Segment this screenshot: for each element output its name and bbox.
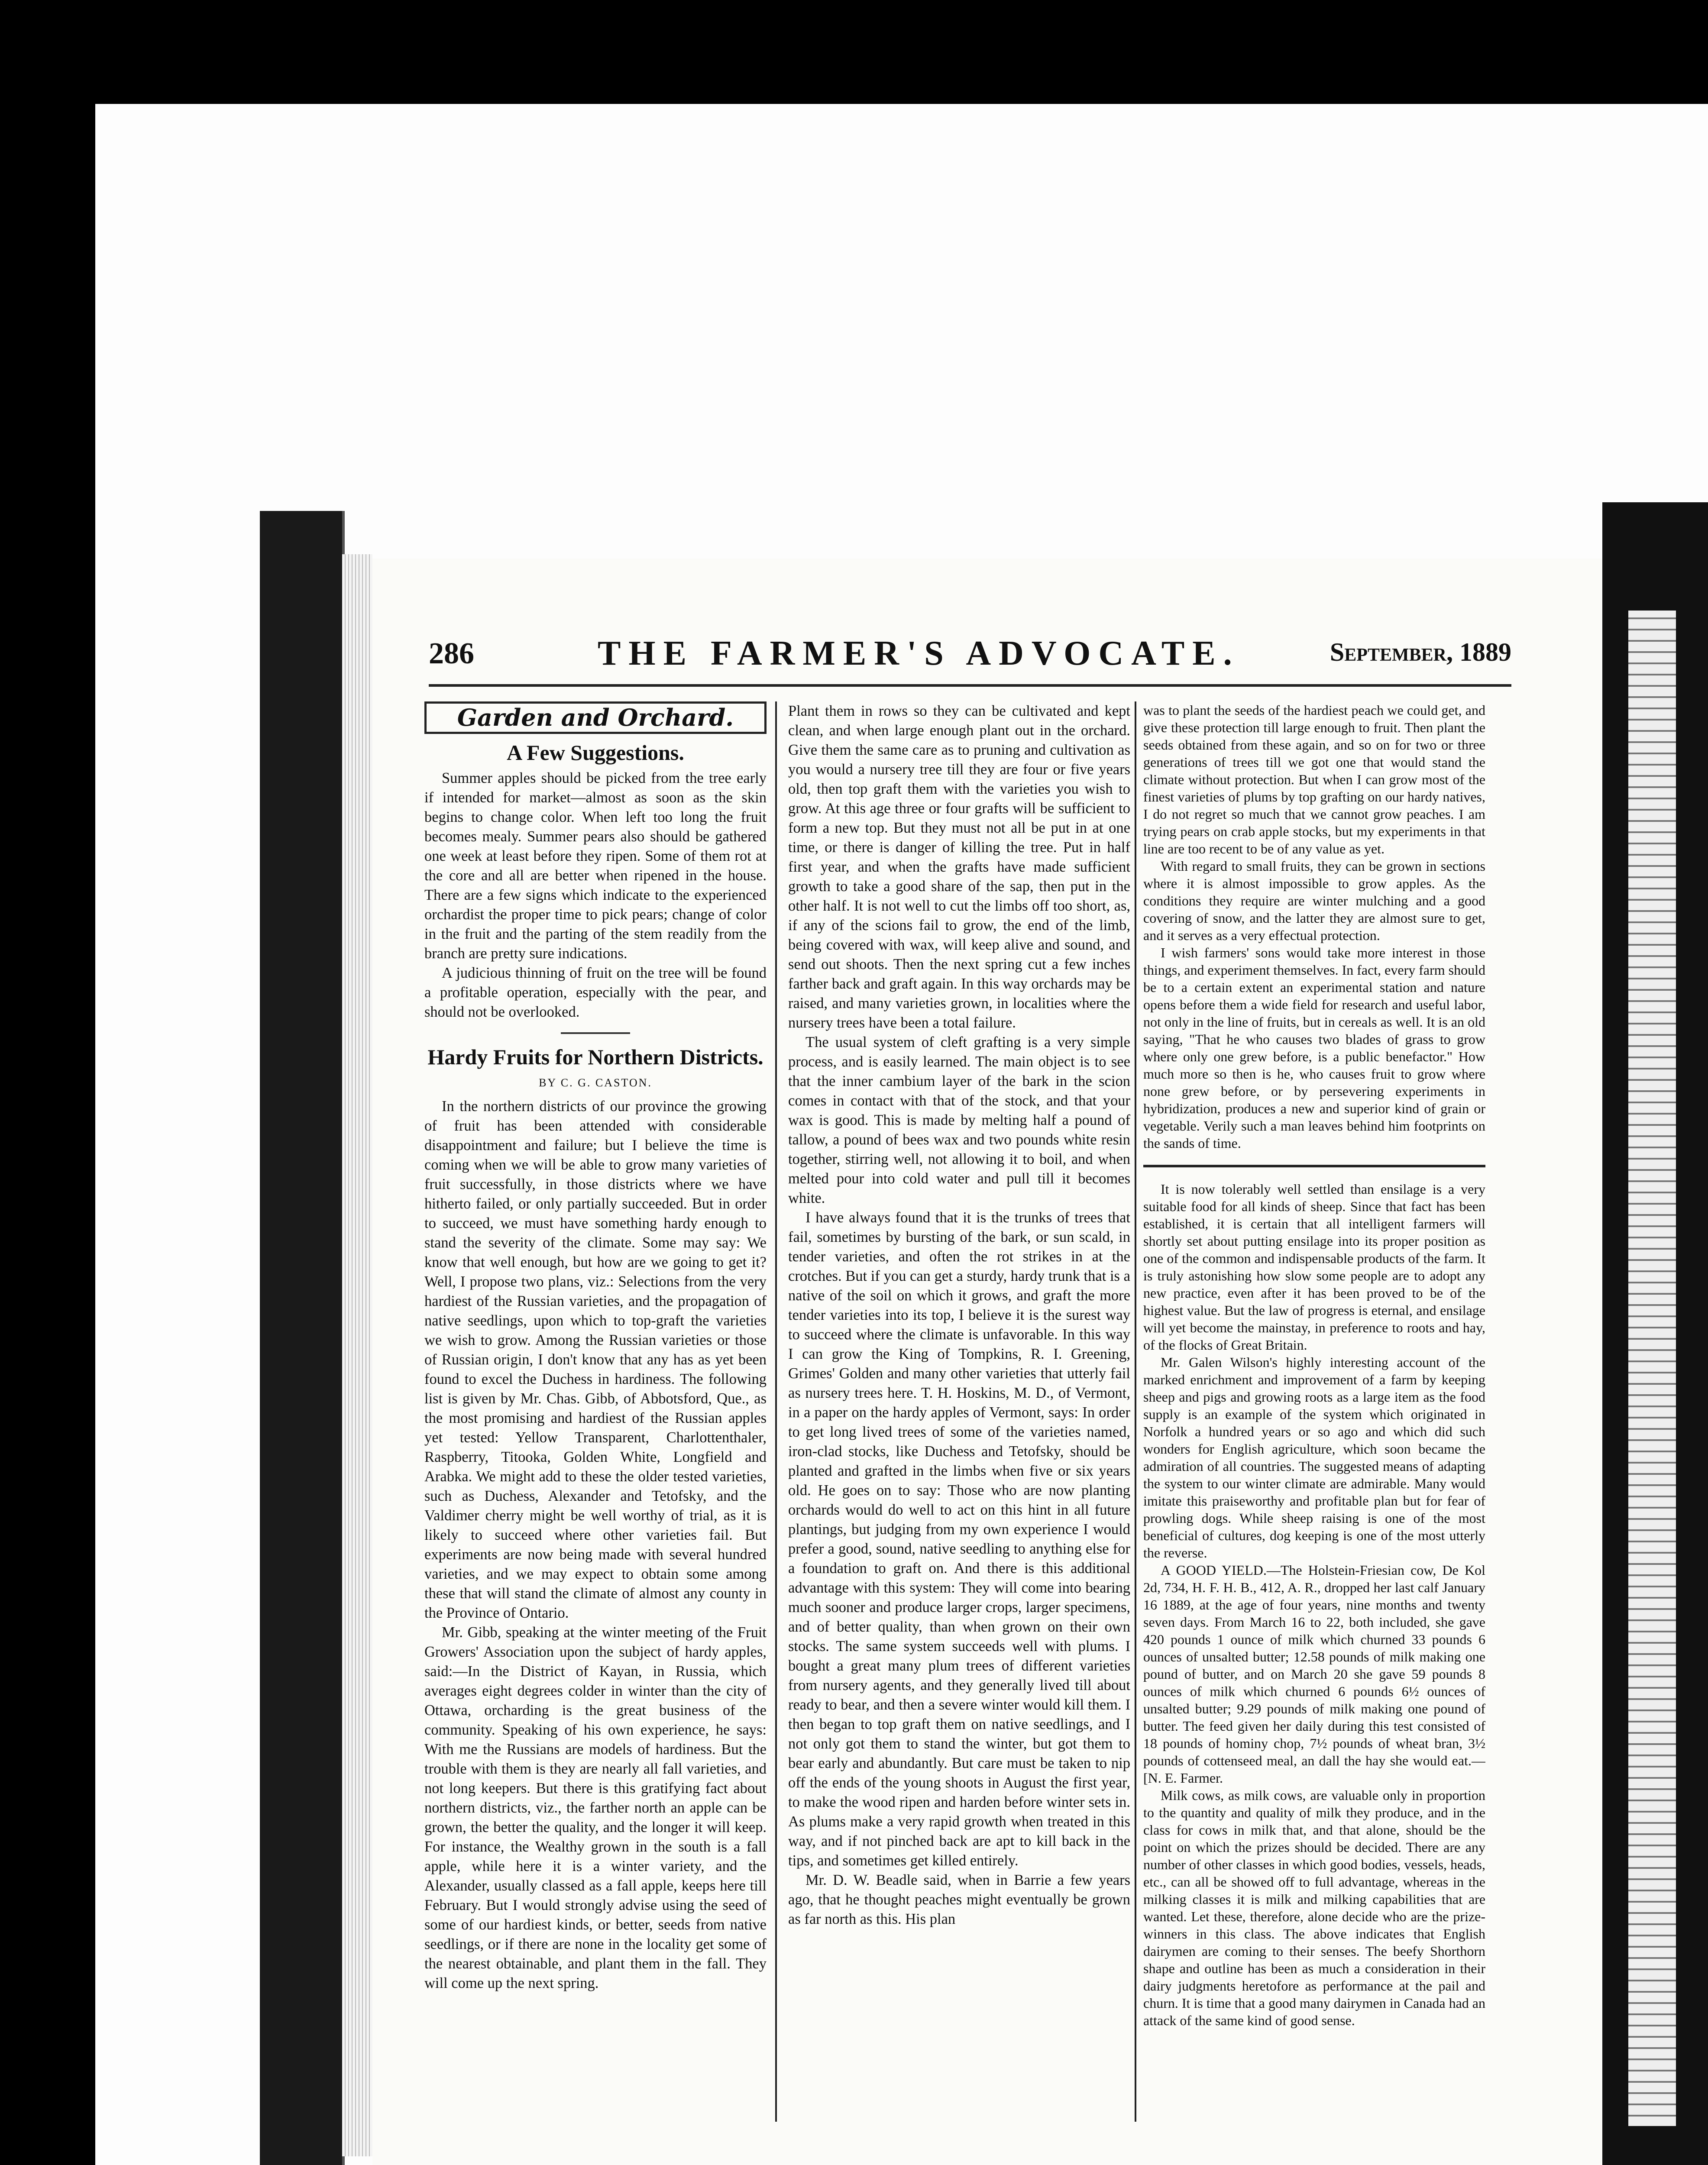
paragraph: was to plant the seeds of the hardiest peach we could get, and give these protection till large enough to fruit. Then plant the seeds obtained from these again, and so on for two or three generations of trees till we got one that would stand the climate without protection. But when I can grow most of the finest varieties of plums by top grafting on our hardy natives, I do not regret so much that we cannot grow peaches. I am trying pears on crab apple stocks, but my experiments in that line are too recent to be of any value as yet. bbox=[1143, 702, 1485, 856]
issue-date: September, 1889 bbox=[1330, 638, 1511, 666]
page-number: 286 bbox=[429, 637, 474, 670]
right-page-edge bbox=[1602, 502, 1708, 2165]
paragraph: Milk cows, as milk cows, are valuable only in proportion to the quantity and quality of milk they produce, and in the class for cows in milk that, and that alone, should be the point on which the prizes should be decided. There are any number of other classes in which good bodies, vessels, heads, etc., can all be showed off to full advantage, whereas in the milking classes it is milk and milking capabilities that are wanted. Let these, therefore, alone decide who are the prize-winners in this class. The above indicates that English dairymen are coming to their senses. The beefy Shorthorn shape and outline has been as much a consideration in their dairy judgments heretofore as performance at the pail and churn. It is time that a good many dairymen in Canada had an attack of the same kind of good sense. bbox=[1143, 1787, 1485, 2028]
paragraph: Mr. D. W. Beadle said, when in Barrie a few years ago, that he thought peaches might eventually be grown as far north as this. His plan bbox=[788, 1872, 1130, 1927]
paragraph: The usual system of cleft grafting is a very simple process, and is easily learned. The main object is to see that the inner cambium layer of the bark in the scion comes in contact with that of the stock, and that your wax is good. This is made by melting half a pound of tallow, a pound of bees wax and two pounds white resin together, stirring well, not allowing it to boil, and when melted pour into cold water and pull till it becomes white. bbox=[788, 1034, 1130, 1206]
paragraph: A GOOD YIELD.—The Holstein-Friesian cow, De Kol 2d, 734, H. F. H. B., 412, A. R., dropped her last calf January 16 1889, at the age of four years, nine months and twenty seven days. From March 16 to 22, both included, she gave 420 pounds 1 ounce of milk which churned 33 pounds 6 ounces of unsalted butter; 12.58 pounds of milk making one pound of butter, and on March 20 she gave 59 pounds 8 ounces of milk which churned 6 pounds 6½ ounces of unsalted butter; 9.29 pounds of milk making one pound of butter. The feed given her daily during this test consisted of 18 pounds of hominy chop, 7½ pounds of wheat bran, 3½ pounds of cottenseed meal, an dall the hay she would eat.—[N. E. Farmer. bbox=[1143, 1562, 1485, 1786]
paragraph: I wish farmers' sons would take more interest in those things, and experiment themselves. In fact, every farm should be to a certain extent an experimental station and nature opens before them a wide field for research and useful labor, not only in the line of fruits, but in cereals as well. It is an old saying, "That he who causes two blades of grass to grow where only one grew before, is a public benefactor." How much more so then is he, who causes fruit to grow where none grew before, or by persevering experiments in hybridization, produces a new and superior kind of grain or vegetable. Verily such a man leaves behind him footprints on the sands of time. bbox=[1143, 945, 1485, 1151]
paragraph: It is now tolerably well settled than ensilage is a very suitable food for all kinds of sheep. Since that fact has been established, it is certain that all intelligent farmers will shortly set about putting ensilage into its proper position as one of the common and indispensable products of the farm. It is truly astonishing how slow some people are to adopt any new practice, even after it has been proved to be of the highest value. But the law of progress is eternal, and ensilage will yet become the mainstay, in preference to roots and hay, of the flocks of Great Britain. bbox=[1143, 1181, 1485, 1353]
column-3 bbox=[1143, 701, 1485, 2130]
paragraph: Plant them in rows so they can be cultivated and kept clean, and when large enough plant out in the orchard. Give them the same care as to pruning and cultivation as you would a nursery tree till they are four or five years old, then top graft them with the varieties you wish to grow. At this age three or four grafts will be sufficient to form a new top. But they must not all be put in at one time, or there is danger of killing the tree. Put in half first year, and when the grafts have made sufficient growth to take a good share of the sap, then put in the other half. It is not well to cut the limbs off too short, as, if any of the scions fail to grow, the end of the limb, being covered with wax, will keep alive and sound, and send out shoots. Then the next spring cut a few inches farther back and graft again. In this way orchards may be raised, and many varieties grown, in localities where the nursery trees have been a total failure. bbox=[788, 703, 1130, 1031]
paragraph: I have always found that it is the trunks of trees that fail, sometimes by bursting of the bark, or sun scald, in tender varieties, and often the rot strikes in at the crotches. But if you can get a sturdy, hardy trunk that is a native of the soil on which it grows, and graft the more tender varieties into its top, I believe it is the surest way to succeed where the climate is unfavorable. In this way I can grow the King of Tompkins, R. I. Greening, Grimes' Golden and many other varieties that utterly fail as nursery trees here. T. H. Hoskins, M. D., of Vermont, in a paper on the hardy apples of Vermont, says: In order to get long lived trees of some of the varieties named, iron-clad stocks, like Duchess and Tetofsky, should be planted and grafted in the limbs when five or six years old. He goes on to say: Those who are now planting orchards would do well to act on this hint in all future plantings, but judging from my own experience I would prefer a good, sound, native seedling to anything else for a foundation to graft on. And there is this additional advantage with this system: They will come into bearing much sooner and produce larger crops, larger specimens, and of better quality, than when grown on their own stocks. The same system succeeds well with plums. I bought a great many plum trees of different varieties from nursery agents, and they generally lived till about ready to bear, and then a severe winter would kill them. I then began to top graft them on native seedlings, and I not only got them to stand the winter, but got them to bear early and abundantly. But care must be taken to nip off the ends of the young shoots in August the first year, to make the wood ripen and harden before winter sets in. As plums make a very rapid growth when treated in this way, and if not pinched back are apt to kill back in the tips, and sometimes get killed entirely. bbox=[788, 1209, 1130, 1869]
paragraph: Summer apples should be picked from the tree early if intended for market—almost as soon as the skin begins to change color. When left too long the fruit becomes mealy. Summer pears also should be gathered one week at least before they ripen. Some of them rot at the core and all are better when ripened in the house. There are a few signs which indicate to the experienced orchardist the proper time to pick pears; change of color in the fruit and the parting of the stem readily from the branch are pretty sure indications. bbox=[424, 770, 767, 962]
paragraph: A judicious thinning of fruit on the tree will be found a profitable operation, especially with the pear, and should not be overlooked. bbox=[424, 965, 767, 1020]
article-title-hardy-fruits: Hardy Fruits for Northern Districts. bbox=[427, 1045, 763, 1069]
facing-page-strip bbox=[1628, 611, 1676, 2126]
paragraph: In the northern districts of our province the growing of fruit has been attended with considerable disappointment and failure; but I believe the time is coming when we will be able to grow many varieties of fruit successfully, in those districts where we have hitherto failed, or only partially succeeded. But in order to succeed, we must have something hardy enough to stand the severity of the climate. Some may say: We know that well enough, but how are we going to get it? Well, I propose two plans, viz.: Selections from the very hardiest of the Russian varieties, and the propagation of native seedlings, upon which to top-graft the varieties we wish to grow. Among the Russian varieties or those of Russian origin, I don't know that any has as yet been found to excel the Duchess in hardiness. The following list is given by Mr. Chas. Gibb, of Abbotsford, Que., as the most promising and hardiest of the Russian apples yet tested: Yellow Transparent, Charlottenthaler, Raspberry, Titooka, Golden White, Longfield and Arabka. We might add to these the older tested varieties, such as Duchess, Alexander and Tetofsky, and the Valdimer cherry might be well worthy of trial, as it is likely to succeed where other varieties fail. But experiments are now being made with several hundred varieties, and we may expect to obtain some among these that will stand the climate of almost any county in the Province of Ontario. bbox=[424, 1098, 767, 1621]
article-title-suggestions: A Few Suggestions. bbox=[507, 740, 684, 765]
paragraph: With regard to small fruits, they can be grown in sections where it is almost impossible to grow apples. As the conditions they require are winter mulching and a good covering of snow, and the latter they are almost sure to get, and it serves as a very effectual protection. bbox=[1143, 858, 1485, 943]
paragraph: Mr. Galen Wilson's highly interesting account of the marked enrichment and improvement of a farm by keeping sheep and pigs and growing roots as a large item as the food supply is an example of the system which originated in Norfolk a hundred years or so ago and which did such wonders for English agriculture, which soon became the admiration of all countries. The suggested means of adapting the system to our winter climate are admirable. Many would imitate this praiseworthy and profitable plan but for fear of prowling dogs. While sheep raising is one of the most beneficial of cultures, dog keeping is one of the most utterly the reverse. bbox=[1143, 1354, 1485, 1561]
paragraph: Mr. Gibb, speaking at the winter meeting of the Fruit Growers' Association upon the subject of hardy apples, said:—In the District of Kayan, in Russia, which averages eight degrees colder in winter than the city of Ottawa, orcharding is the great business of the community. Speaking of his own experience, he says: With me the Russians are models of hardiness. But the trouble with them is they are nearly all fall varieties, and not long keepers. But there is this gratifying fact about northern districts, viz., the farther north an apple can be grown, the better the quality, and the longer it will keep. For instance, the Wealthy grown in the south is a fall apple, while here it is a winter variety, and the Alexander, usually classed as a fall apple, keeps here till February. But I would strongly advise using the seed of some of our hardiest kinds, or better, seeds from native seedlings, or if there are none in the locality get some of the nearest obtainable, and plant them in the fall. They will come up the next spring. bbox=[424, 1624, 767, 1991]
column-1 bbox=[424, 701, 767, 2130]
section-heading: Garden and Orchard. bbox=[424, 701, 767, 734]
column-rule bbox=[775, 701, 777, 2122]
page-header bbox=[429, 634, 1511, 687]
section-divider bbox=[1143, 1165, 1485, 1167]
column-2 bbox=[788, 701, 1130, 2130]
newspaper-page bbox=[372, 559, 1602, 2165]
byline: BY C. G. CASTON. bbox=[539, 1076, 652, 1089]
column-rule bbox=[1135, 701, 1136, 2122]
journal-title: THE FARMER'S ADVOCATE. bbox=[598, 634, 1240, 672]
divider bbox=[561, 1032, 630, 1034]
page-edges bbox=[342, 554, 372, 2156]
book-spine bbox=[260, 511, 345, 2165]
